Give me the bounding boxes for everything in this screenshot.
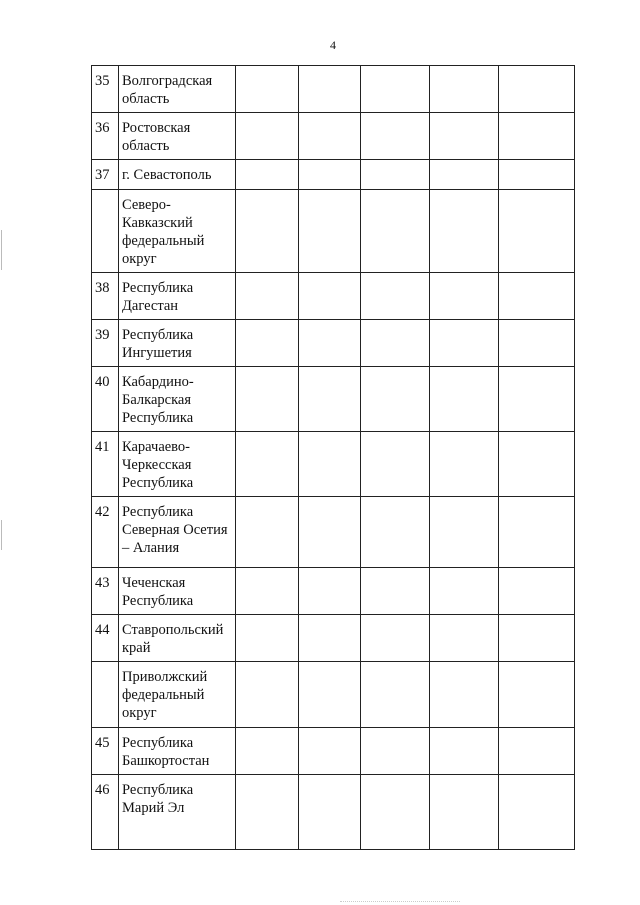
scan-edge-mark — [1, 230, 2, 270]
table-body — [92, 66, 575, 850]
empty-cell — [361, 497, 430, 568]
row-number: 36 — [92, 113, 119, 160]
row-number: 42 — [92, 497, 119, 568]
table-row — [92, 432, 575, 497]
empty-cell — [499, 497, 575, 568]
empty-cell — [299, 728, 361, 775]
scan-edge-mark — [1, 520, 2, 550]
region-name: г. Севастополь — [119, 160, 236, 190]
row-number: 35 — [92, 66, 119, 113]
row-number: 45 — [92, 728, 119, 775]
region-name: Северо-Кавказский федеральный округ — [119, 190, 236, 273]
row-number — [92, 190, 119, 273]
scan-footer-dots — [340, 901, 460, 903]
row-number — [92, 662, 119, 728]
empty-cell — [299, 497, 361, 568]
empty-cell — [361, 432, 430, 497]
regions-table — [91, 65, 575, 850]
table-row — [92, 273, 575, 320]
empty-cell — [361, 615, 430, 662]
empty-cell — [299, 615, 361, 662]
empty-cell — [430, 320, 499, 367]
region-name: Республика Ингушетия — [119, 320, 236, 367]
empty-cell — [361, 190, 430, 273]
table-row — [92, 160, 575, 190]
empty-cell — [236, 568, 299, 615]
empty-cell — [499, 160, 575, 190]
empty-cell — [430, 367, 499, 432]
empty-cell — [499, 367, 575, 432]
empty-cell — [499, 662, 575, 728]
empty-cell — [499, 190, 575, 273]
row-number: 40 — [92, 367, 119, 432]
empty-cell — [299, 432, 361, 497]
row-number: 39 — [92, 320, 119, 367]
empty-cell — [430, 615, 499, 662]
empty-cell — [236, 728, 299, 775]
row-number: 44 — [92, 615, 119, 662]
region-name: Чеченская Республика — [119, 568, 236, 615]
empty-cell — [299, 273, 361, 320]
table-row — [92, 728, 575, 775]
region-name: Кабардино-Балкарская Республика — [119, 367, 236, 432]
empty-cell — [499, 320, 575, 367]
empty-cell — [430, 432, 499, 497]
empty-cell — [430, 497, 499, 568]
empty-cell — [299, 775, 361, 850]
empty-cell — [236, 273, 299, 320]
empty-cell — [430, 568, 499, 615]
empty-cell — [361, 113, 430, 160]
empty-cell — [361, 775, 430, 850]
empty-cell — [499, 728, 575, 775]
empty-cell — [430, 113, 499, 160]
table-row — [92, 775, 575, 850]
empty-cell — [236, 113, 299, 160]
region-name: Волгоградская область — [119, 66, 236, 113]
empty-cell — [499, 615, 575, 662]
empty-cell — [299, 160, 361, 190]
table-row — [92, 320, 575, 367]
empty-cell — [236, 497, 299, 568]
empty-cell — [499, 113, 575, 160]
empty-cell — [299, 568, 361, 615]
empty-cell — [236, 432, 299, 497]
empty-cell — [499, 775, 575, 850]
empty-cell — [430, 273, 499, 320]
empty-cell — [361, 367, 430, 432]
empty-cell — [236, 160, 299, 190]
row-number: 37 — [92, 160, 119, 190]
empty-cell — [361, 728, 430, 775]
empty-cell — [430, 775, 499, 850]
table-row — [92, 497, 575, 568]
region-name: Республика Башкортостан — [119, 728, 236, 775]
empty-cell — [499, 432, 575, 497]
region-name: Карачаево-Черкесская Республика — [119, 432, 236, 497]
empty-cell — [361, 66, 430, 113]
region-name: Ставропольский край — [119, 615, 236, 662]
region-name: Ростовская область — [119, 113, 236, 160]
empty-cell — [430, 662, 499, 728]
table-row — [92, 190, 575, 273]
empty-cell — [430, 190, 499, 273]
empty-cell — [299, 66, 361, 113]
empty-cell — [499, 66, 575, 113]
region-name: Республика Дагестан — [119, 273, 236, 320]
row-number: 46 — [92, 775, 119, 850]
region-name: Республика Северная Осетия – Алания — [119, 497, 236, 568]
row-number: 38 — [92, 273, 119, 320]
empty-cell — [236, 320, 299, 367]
empty-cell — [236, 662, 299, 728]
empty-cell — [430, 160, 499, 190]
empty-cell — [299, 367, 361, 432]
empty-cell — [361, 273, 430, 320]
empty-cell — [430, 66, 499, 113]
empty-cell — [299, 320, 361, 367]
table-row — [92, 66, 575, 113]
empty-cell — [299, 113, 361, 160]
region-name: Приволжский федеральный округ — [119, 662, 236, 728]
table-row — [92, 367, 575, 432]
empty-cell — [299, 190, 361, 273]
empty-cell — [236, 367, 299, 432]
region-name: Республика Марий Эл — [119, 775, 236, 850]
empty-cell — [299, 662, 361, 728]
empty-cell — [430, 728, 499, 775]
row-number: 41 — [92, 432, 119, 497]
empty-cell — [236, 775, 299, 850]
empty-cell — [236, 66, 299, 113]
empty-cell — [499, 273, 575, 320]
table-row — [92, 615, 575, 662]
table-row — [92, 662, 575, 728]
table-row — [92, 568, 575, 615]
empty-cell — [361, 568, 430, 615]
empty-cell — [361, 320, 430, 367]
empty-cell — [499, 568, 575, 615]
empty-cell — [361, 662, 430, 728]
row-number: 43 — [92, 568, 119, 615]
empty-cell — [361, 160, 430, 190]
empty-cell — [236, 190, 299, 273]
table-row — [92, 113, 575, 160]
empty-cell — [236, 615, 299, 662]
page-number: 4 — [330, 38, 336, 52]
